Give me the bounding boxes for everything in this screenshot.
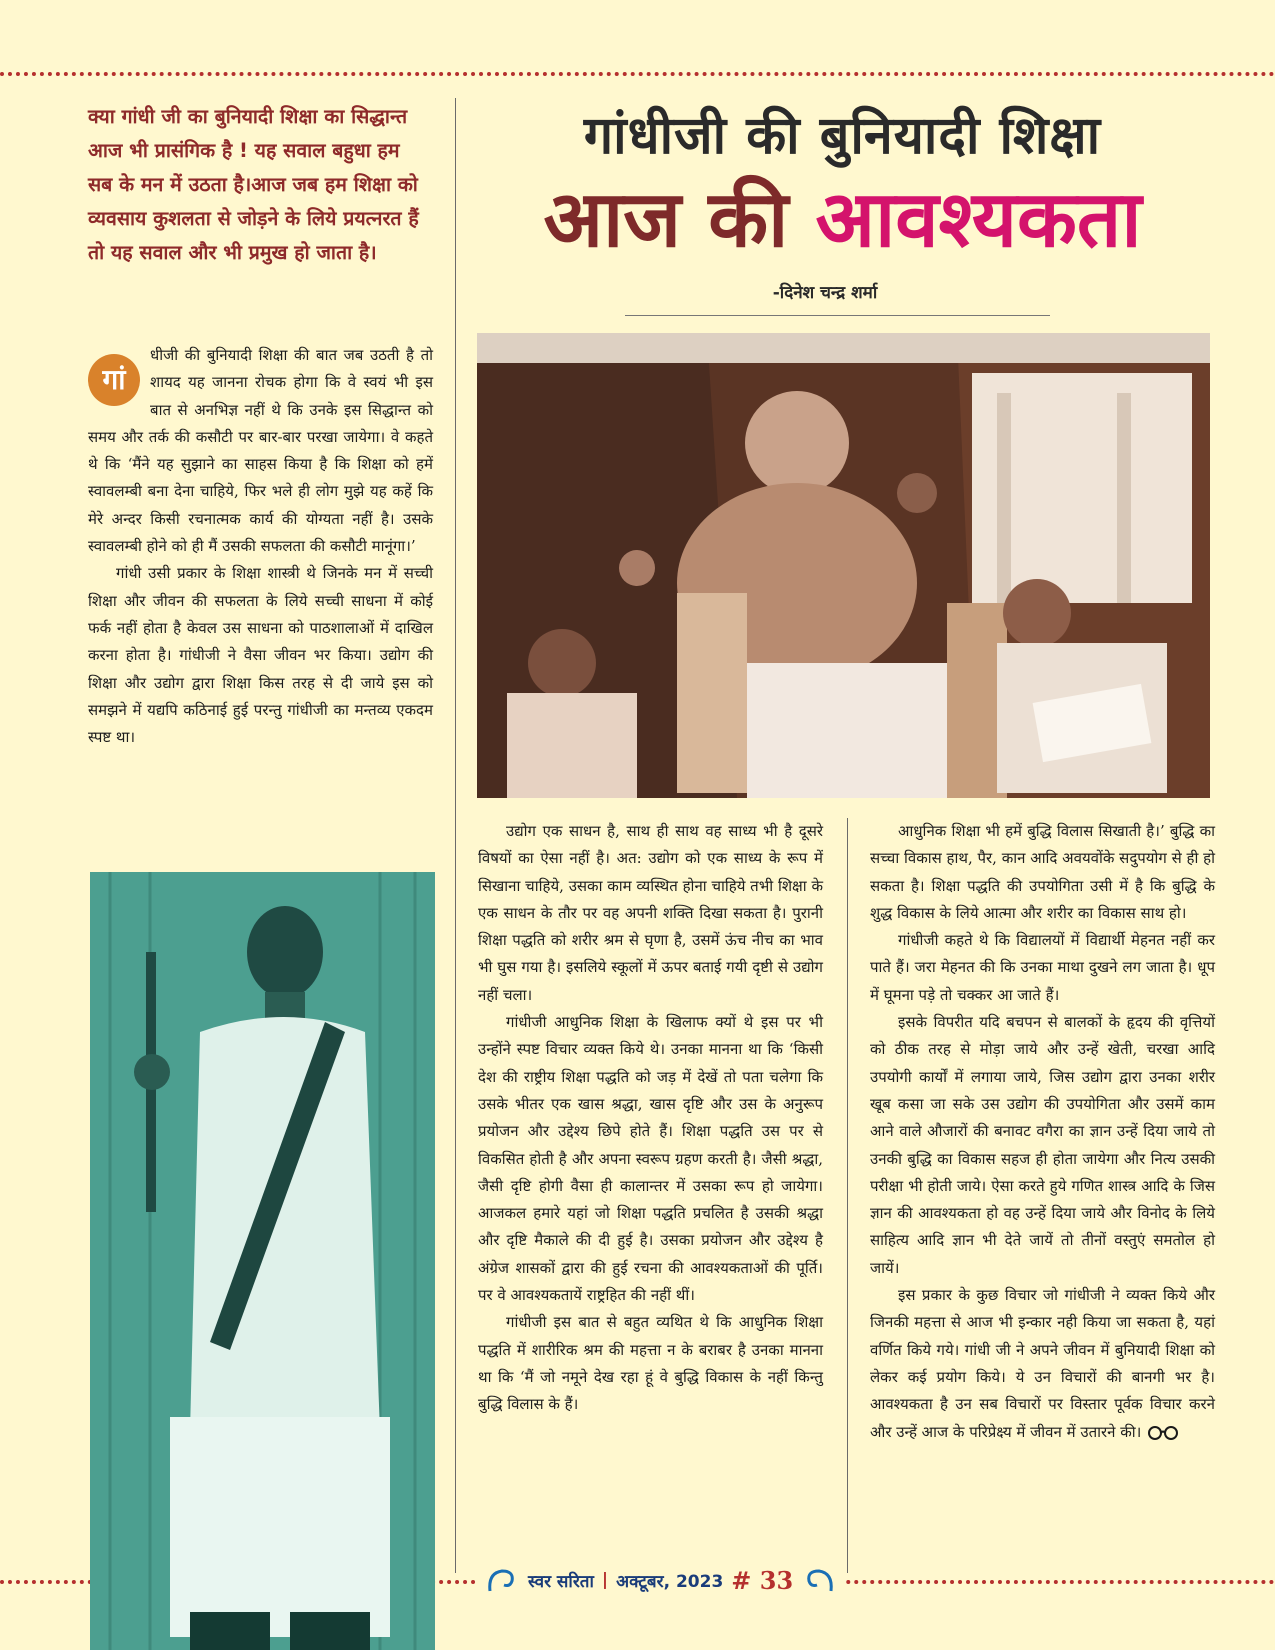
body-column-2: [478, 818, 823, 1419]
page-number: # 33: [731, 1565, 794, 1595]
top-dotted-rule: [0, 72, 1275, 76]
headline-part-2: आवश्यकता: [815, 175, 1142, 265]
gandhi-seated-photo: [477, 333, 1210, 798]
paragraph: इसके विपरीत यदि बचपन से बालकों के हृदय की वृत्तियों को ठीक तरह से मोड़ा जाये और उन्हें खेती, चरखा आदि उपयोगी कार्यों में लगाया जाये, जिस उद्योग द्वारा उनका शरीर खूब कसा जा सके उस उद्योग की उपयोगिता और उसमें काम आने वाले औजारों की बनावट वगैरा का ज्ञान उन्हें दिया जाये तो उनकी बुद्धि का विकास सहज ही होता जायेगा और नित्य उसकी परीक्षा भी होती जाये। ऐसा करते हुये गणित शास्त्र आदि के जिस ज्ञान की आवश्यकता हो वह उन्हें दिया जाये और विनोद के लिये साहित्य आदि ज्ञान भी देते जायें तो तीनों वस्तुएं समतोल हो जायें।: [870, 1013, 1215, 1277]
gandhi-seated-illustration: [477, 333, 1210, 798]
body-column-3: [870, 818, 1215, 1446]
drop-cap: गां: [88, 354, 140, 406]
paragraph: उद्योग एक साधन है, साथ ही साथ वह साध्य भी है दूसरे विषयों का ऐसा नहीं है। अत: उद्योग को एक साध्य के रूप में सिखाना चाहिये, उसका काम व्यस्थित होना चाहिये तभी शिक्षा के एक साधन के तौर पर वह अपनी शक्ति दिखा सकता है। पुरानी शिक्षा पद्धति को शरीर श्रम से घृणा है, उसमें ऊंच नीच का भाव भी घुस गया है। इसलिये स्कूलों में ऊपर बताई गयी दृष्टी से उद्योग नहीं चला।: [478, 822, 823, 1004]
intro-pullquote: क्या गांधी जी का बुनियादी शिक्षा का सिद्धान्त आज भी प्रासंगिक है ! यह सवाल बहुधा हम सब के मन में उठता है।आज जब हम शिक्षा को व्यवसाय कुशलता से जोड़ने के लिये प्रयत्नरत हैं तो यह सवाल और भी प्रमुख हो जाता है।: [88, 105, 419, 264]
paragraph: आधुनिक शिक्षा भी हमें बुद्धि विलास सिखाती है।’ बुद्धि का सच्चा विकास हाथ, पैर, कान आदि अवयवोंके सदुपयोग से ही हो सकता है। शिक्षा पद्धति की उपयोगिता उसी में है कि बुद्धि के शुद्ध विकास के लिये आत्मा और शरीर का विकास साथ हो।: [870, 822, 1215, 922]
spectacles-icon: [1146, 1425, 1180, 1441]
paragraph: धीजी की बुनियादी शिक्षा की बात जब उठती है तो शायद यह जानना रोचक होगा कि वे स्वयं भी इस बात से अनभिज्ञ नहीं थे कि उनके इस सिद्धान्त को समय और तर्क की कसौटी पर बार-बार परखा जायेगा। वे कहते थे कि ‘मैंने यह सुझाने का साहस किया है कि शिक्षा को हमें स्वावलम्बी बना देना चाहिये, फिर भले ही लोग मुझे यह कहें कि मेरे अन्दर किसी रचनात्मक कार्य की योग्यता नहीं है। उसके स्वावलम्बी होने को ही मैं उसकी सफलता की कसौटी मानूंगा।’: [88, 346, 433, 556]
swirl-left-icon: [486, 1565, 520, 1595]
byline-rule: [625, 315, 1050, 316]
closing-text: इस प्रकार के कुछ विचार जो गांधीजी ने व्यक्त किये और जिनकी महत्ता से आज भी इन्कार नही किया जा सकता है, यहां वर्णित किये गये। गांधी जी ने अपने जीवन में बुनियादी शिक्षा को लेकर कई प्रयोग किये। ये उन विचारों की बानगी भर है। आवश्यकता है उन सब विचारों पर विस्तार पूर्वक विचार करने और उन्हें आज के परिप्रेक्ष्य में जीवन में उतारने की।: [870, 1286, 1215, 1441]
gandhi-standing-illustration: [90, 872, 435, 1650]
footer-separator: |: [601, 1570, 609, 1590]
page-footer: [478, 1555, 843, 1605]
magazine-name: स्वर सरिता: [528, 1571, 594, 1592]
byline: -दिनेश चन्द्र शर्मा: [772, 283, 878, 303]
issue-date: अक्टूबर, 2023: [616, 1571, 724, 1592]
headline-line-1: गांधीजी की बुनियादी शिक्षा: [583, 106, 1102, 166]
column-divider-left: [455, 98, 456, 1573]
column-divider-right: [847, 818, 848, 1573]
paragraph: गांधी उसी प्रकार के शिक्षा शास्त्री थे जिनके मन में सच्ची शिक्षा और जीवन की सफलता के लिये सच्ची साधना में कोई फर्क नहीं होता है केवल उस साधना को पाठशालाओं में दाखिल करना होता है। गांधीजी ने वैसा जीवन भर किया। उद्योग की शिक्षा और उद्योग द्वारा शिक्षा किस तरह से दी जाये इस को समझने में यद्यपि कठिनाई हुई परन्तु गांधीजी का मन्तव्य एकदम स्पष्ट था।: [88, 564, 433, 747]
swirl-right-icon: [801, 1565, 835, 1595]
headline-line-2: [455, 172, 1230, 268]
gandhi-standing-portrait: [90, 872, 435, 1650]
paragraph: गांधीजी आधुनिक शिक्षा के खिलाफ क्यों थे इस पर भी उन्होंने स्पष्ट विचार व्यक्त किये थे। उनका मानना था कि ‘किसी देश की राष्ट्रीय शिक्षा पद्धति को जड़ में देखें तो पता चलेगा कि उसके भीतर एक खास श्रद्धा, खास दृष्टि और उस के अनुरूप प्रयोजन और उद्देश्य छिपे होते हैं। शिक्षा पद्धति उस पर से विकसित होती है और अपना स्वरूप ग्रहण करती है। जैसी श्रद्धा, जैसी दृष्टि होगी वैसा ही कालान्तर में उसका रूप हो जायेगा। आजकल हमारे यहां जो शिक्षा पद्धति प्रचलित है उसकी श्रद्धा और दृष्टि मैकाले की दी हुई है। उसका प्रयोजन और उद्देश्य है अंग्रेज शासकों द्वारा की हुई रचना की आवश्यकताओं की पूर्ति। पर वे आवश्यकतायें राष्ट्रहित की नहीं थीं।: [478, 1013, 823, 1305]
body-column-1: [88, 342, 433, 751]
paragraph: गांधीजी कहते थे कि विद्यालयों में विद्यार्थी मेहनत नहीं कर पाते हैं। जरा मेहनत की कि उनका माथा दुखने लग जाता है। धूप में घूमना पड़े तो चक्कर आ जाते हैं।: [870, 931, 1215, 1004]
paragraph: गांधीजी इस बात से बहुत व्यथित थे कि आधुनिक शिक्षा पद्धति में शारीरिक श्रम की महत्ता न के बराबर है उनका मानना था कि ‘मैं जो नमूने देख रहा हूं वे बुद्धि विकास के नहीं किन्तु बुद्धि विलास के हैं।: [478, 1313, 823, 1414]
headline-part-1: आज की: [543, 175, 816, 265]
paragraph: [870, 1282, 1215, 1446]
